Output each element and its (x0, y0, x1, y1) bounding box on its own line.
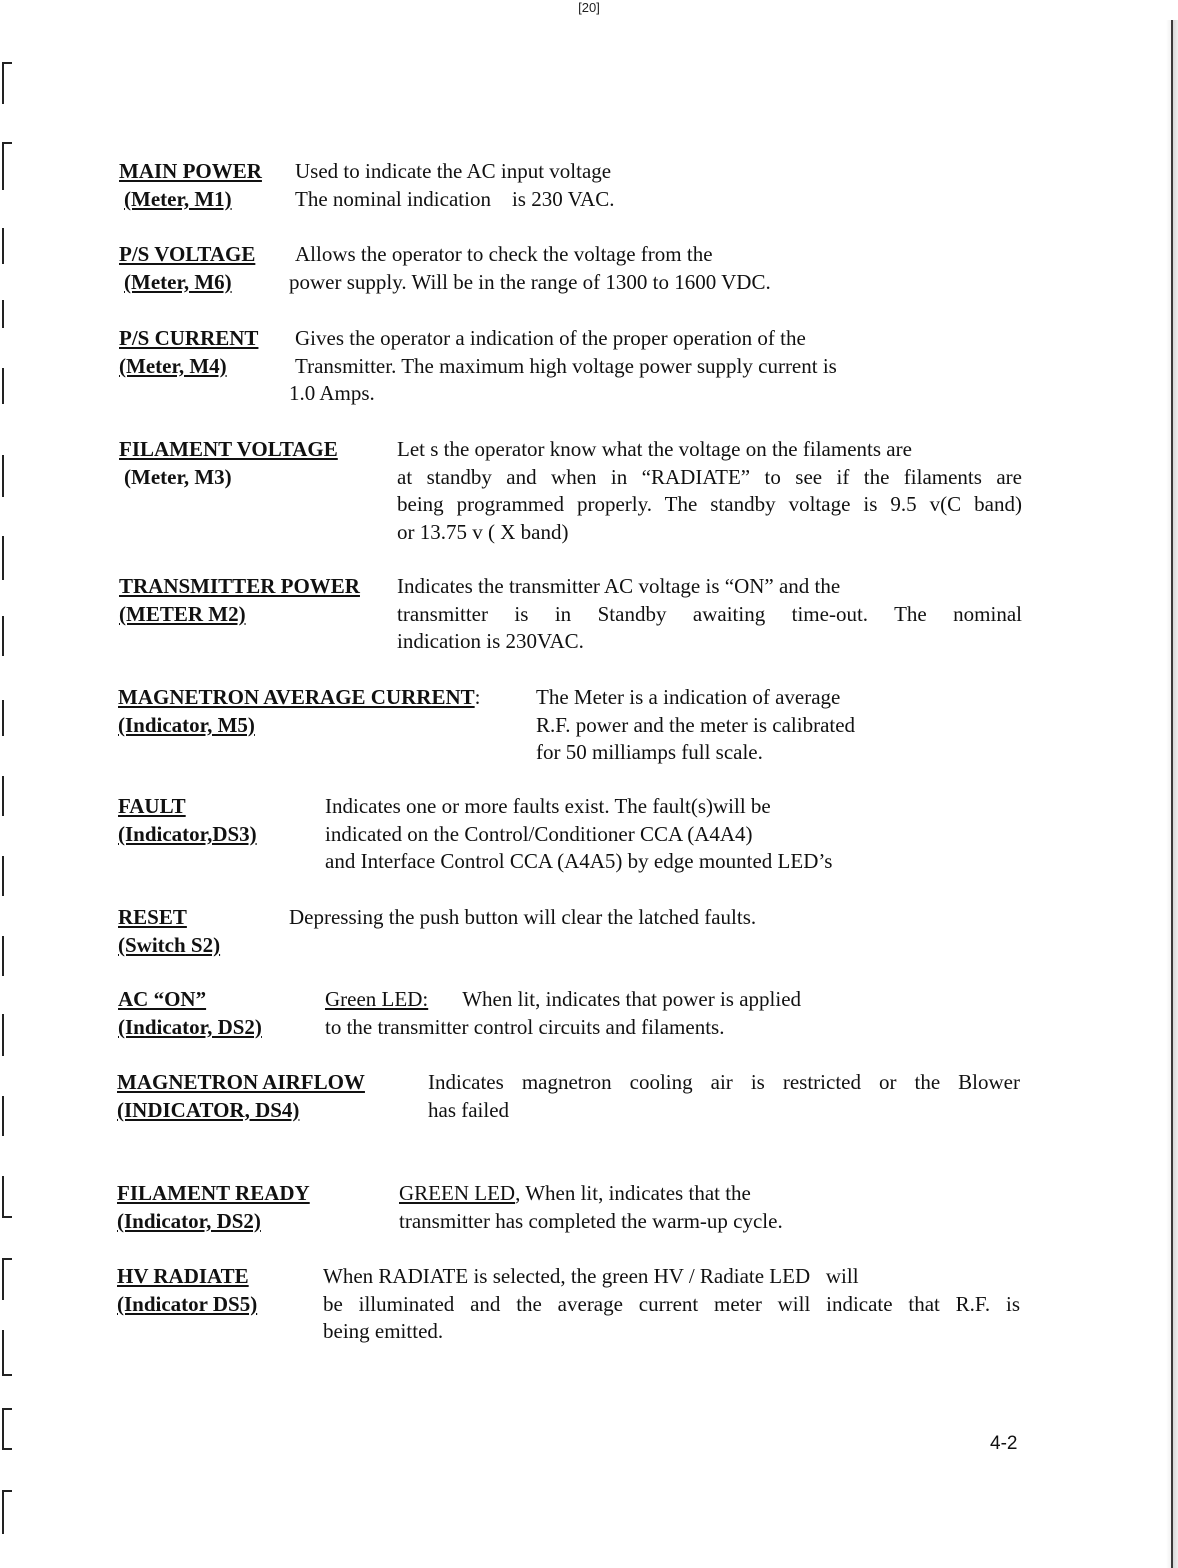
scan-edge-mark (2, 536, 12, 580)
entry-sub: (Indicator, DS2) (118, 1014, 262, 1039)
scan-edge-mark (2, 936, 12, 976)
page-number: 4-2 (990, 1433, 1018, 1454)
entry-line: Let s the operator know what the voltage on the filaments are (397, 437, 912, 461)
scan-edge-mark (2, 1408, 12, 1450)
entry-line: has failed (428, 1097, 510, 1122)
scan-edge-mark (2, 368, 12, 404)
scan-edge-mark (2, 300, 12, 328)
scan-edge-mark (2, 616, 12, 656)
scan-edge-mark (2, 1176, 12, 1218)
entry-sub: (Indicator,DS3) (118, 821, 257, 846)
entry-line: at standby and when in “RADIATE” to see if the filaments are (397, 464, 1022, 489)
scan-edge-mark (2, 1014, 12, 1056)
entry-sub: (METER M2) (119, 601, 246, 626)
entry-term: MAGNETRON AVERAGE CURRENT (118, 685, 475, 709)
scan-edge-right (1166, 20, 1178, 1568)
entry-line: Used to indicate the AC input voltage (295, 159, 612, 183)
entry-line: indicated on the Control/Conditioner CCA (A4A4) (325, 821, 753, 846)
entry-line: The nominal indication is 230 VAC. (295, 186, 615, 211)
scan-edge-mark (2, 1490, 12, 1534)
scan-edge-mark (2, 1330, 12, 1376)
entry-line: Indicates one or more faults exist. The fault(s)will be (325, 794, 771, 818)
entry-term: RESET (118, 905, 187, 929)
entry-line: power supply. Will be in the range of 1300 to 1600 VDC. (289, 269, 771, 294)
entry-line: Indicates magnetron cooling air is restricted or the Blower (428, 1070, 1020, 1094)
entry-line: Transmitter. The maximum high voltage power supply current is (295, 353, 837, 378)
entry-sub: (Indicator DS5) (117, 1291, 258, 1316)
sheet-number: [20] (578, 0, 600, 15)
entry-term: TRANSMITTER POWER (119, 574, 360, 598)
entry-line: Gives the operator a indication of the proper operation of the (295, 326, 806, 350)
scan-edge-mark (2, 1258, 12, 1300)
entry-line: When RADIATE is selected, the green HV / Radiate LED will (323, 1264, 859, 1288)
scan-edge-mark (2, 1096, 12, 1136)
entry-line: and Interface Control CCA (A4A5) by edge mounted LED’s (325, 849, 833, 873)
scan-edge-mark (2, 228, 12, 264)
entry-line: R.F. power and the meter is calibrated (536, 712, 856, 737)
entry-term: FILAMENT VOLTAGE (119, 437, 338, 461)
entry-term: HV RADIATE (117, 1264, 249, 1288)
entry-line: for 50 milliamps full scale. (536, 740, 763, 764)
entry-term: FAULT (118, 794, 186, 818)
entry-term: AC “ON” (118, 987, 207, 1011)
entry-sub: (INDICATOR, DS4) (117, 1097, 300, 1122)
entry-line: being programmed properly. The standby voltage is 9.5 v(C band) (397, 492, 1022, 516)
entry-lead: GREEN LED (399, 1181, 516, 1205)
entry-line: to the transmitter control circuits and filaments. (325, 1014, 725, 1039)
scan-edge-mark (2, 700, 12, 736)
scan-edge-mark (2, 455, 12, 497)
entry-sub: (Meter, M1) (124, 186, 232, 211)
entry-sub: (Indicator, M5) (118, 712, 255, 737)
entry-sub: (Switch S2) (118, 932, 221, 957)
entry-line: , When lit, indicates that the (515, 1181, 751, 1205)
entry-line: transmitter is in Standby awaiting time-out. The nominal (397, 601, 1022, 626)
entry-line: When lit, indicates that power is applied (462, 987, 802, 1011)
entry-line: 1.0 Amps. (289, 381, 375, 405)
entry-line: Indicates the transmitter AC voltage is “ON” and the (397, 574, 841, 598)
entry-line: or 13.75 v ( X band) (397, 519, 569, 544)
entry-line: The Meter is a indication of average (536, 685, 841, 709)
entry-sub: (Meter, M4) (119, 353, 227, 378)
scan-edge-mark (2, 62, 12, 104)
entry-sub: (Meter, M3) (124, 464, 232, 489)
entry-sub: (Meter, M6) (124, 269, 232, 294)
entry-term: MAGNETRON AIRFLOW (117, 1070, 365, 1094)
entry-line: Depressing the push button will clear the latched faults. (289, 905, 757, 929)
entry-line: transmitter has completed the warm-up cycle. (399, 1208, 783, 1233)
entry-sub: (Indicator, DS2) (117, 1208, 261, 1233)
entry-term-suffix: : (474, 685, 481, 709)
entry-term: P/S CURRENT (119, 326, 259, 350)
entry-line: indication is 230VAC. (397, 629, 584, 653)
scan-edge-mark (2, 856, 12, 896)
scan-edge-mark (2, 776, 12, 816)
entry-line: being emitted. (323, 1319, 444, 1343)
entry-term: MAIN POWER (119, 159, 262, 183)
scan-edge-mark (2, 142, 12, 190)
entry-term: P/S VOLTAGE (119, 242, 256, 266)
entry-line: be illuminated and the average current meter will indicate that R.F. is (323, 1291, 1020, 1316)
entry-lead: Green LED: (325, 987, 429, 1011)
entry-line: Allows the operator to check the voltage from the (295, 242, 713, 266)
entry-term: FILAMENT READY (117, 1181, 310, 1205)
